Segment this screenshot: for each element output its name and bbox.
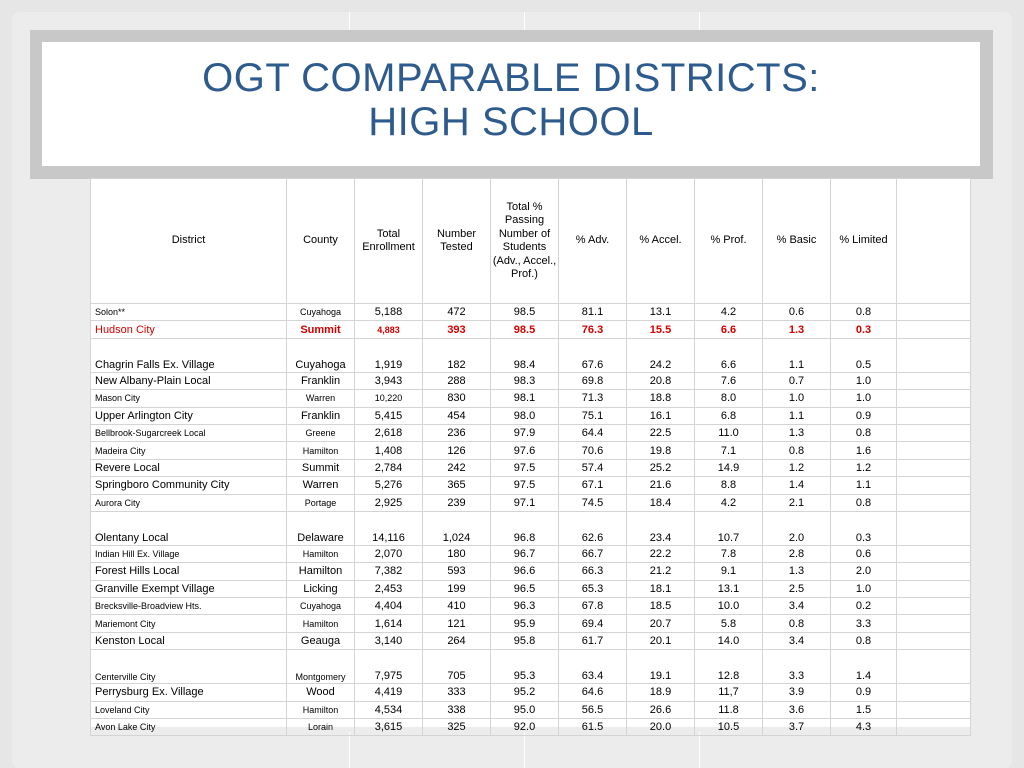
cell-total-enrollment: 3,140 <box>355 632 423 649</box>
cell-adv: 67.8 <box>559 598 627 615</box>
cell-county: Greene <box>287 424 355 441</box>
cell-prof: 8.8 <box>695 477 763 494</box>
cell-county: Licking <box>287 580 355 597</box>
cell-number-tested: 410 <box>423 598 491 615</box>
cell-empty <box>897 442 971 459</box>
cell-number-tested: 199 <box>423 580 491 597</box>
cell-basic: 1.4 <box>763 477 831 494</box>
header-total-enrollment: Total Enrollment <box>355 179 423 304</box>
cell-adv: 67.6 <box>559 338 627 372</box>
cell-accel: 18.8 <box>627 390 695 407</box>
cell-empty <box>897 563 971 580</box>
table-header-row <box>91 179 971 304</box>
cell-accel: 19.1 <box>627 650 695 684</box>
cell-number-tested: 288 <box>423 372 491 389</box>
cell-empty <box>897 615 971 632</box>
cell-accel: 15.5 <box>627 321 695 338</box>
cell-total-enrollment: 3,943 <box>355 372 423 389</box>
cell-empty <box>897 477 971 494</box>
cell-accel: 18.1 <box>627 580 695 597</box>
table-row <box>91 442 971 459</box>
cell-district: Madeira City <box>91 442 287 459</box>
table-row <box>91 580 971 597</box>
cell-limited: 4.3 <box>831 719 897 736</box>
cell-total-passing: 95.0 <box>491 701 559 718</box>
cell-empty <box>897 684 971 701</box>
cell-total-passing: 92.0 <box>491 719 559 736</box>
cell-county: Hamilton <box>287 701 355 718</box>
cell-county: Portage <box>287 494 355 511</box>
cell-total-passing: 97.5 <box>491 477 559 494</box>
cell-district: Olentany Local <box>91 511 287 545</box>
cell-county: Summit <box>287 459 355 476</box>
cell-adv: 64.4 <box>559 424 627 441</box>
cell-basic: 2.0 <box>763 511 831 545</box>
cell-limited: 1.4 <box>831 650 897 684</box>
cell-district: Centerville City <box>91 650 287 684</box>
cell-adv: 63.4 <box>559 650 627 684</box>
cell-prof: 13.1 <box>695 580 763 597</box>
cell-limited: 1.0 <box>831 372 897 389</box>
cell-total-passing: 98.3 <box>491 372 559 389</box>
cell-basic: 2.8 <box>763 545 831 562</box>
table-row <box>91 321 971 338</box>
cell-number-tested: 325 <box>423 719 491 736</box>
cell-number-tested: 830 <box>423 390 491 407</box>
table-row <box>91 494 971 511</box>
cell-accel: 21.2 <box>627 563 695 580</box>
cell-county: Cuyahoga <box>287 598 355 615</box>
cell-prof: 7.1 <box>695 442 763 459</box>
cell-district: Springboro Community City <box>91 477 287 494</box>
cell-district: Upper Arlington City <box>91 407 287 424</box>
cell-empty <box>897 545 971 562</box>
cell-total-enrollment: 3,615 <box>355 719 423 736</box>
cell-accel: 20.7 <box>627 615 695 632</box>
cell-number-tested: 236 <box>423 424 491 441</box>
cell-accel: 18.9 <box>627 684 695 701</box>
cell-total-enrollment: 4,419 <box>355 684 423 701</box>
cell-number-tested: 338 <box>423 701 491 718</box>
table-body <box>91 304 971 736</box>
cell-accel: 21.6 <box>627 477 695 494</box>
slide-divider <box>699 12 700 30</box>
cell-number-tested: 126 <box>423 442 491 459</box>
cell-accel: 22.5 <box>627 424 695 441</box>
cell-total-passing: 96.7 <box>491 545 559 562</box>
cell-number-tested: 180 <box>423 545 491 562</box>
cell-district: Aurora City <box>91 494 287 511</box>
cell-empty <box>897 598 971 615</box>
cell-total-passing: 97.1 <box>491 494 559 511</box>
cell-county: Cuyahoga <box>287 338 355 372</box>
districts-table-container <box>90 178 970 734</box>
cell-prof: 14.9 <box>695 459 763 476</box>
cell-limited: 0.3 <box>831 321 897 338</box>
cell-county: Geauga <box>287 632 355 649</box>
cell-basic: 2.5 <box>763 580 831 597</box>
cell-basic: 1.3 <box>763 321 831 338</box>
cell-basic: 1.3 <box>763 424 831 441</box>
cell-adv: 64.6 <box>559 684 627 701</box>
cell-total-passing: 96.3 <box>491 598 559 615</box>
cell-basic: 1.2 <box>763 459 831 476</box>
cell-number-tested: 242 <box>423 459 491 476</box>
cell-basic: 0.6 <box>763 304 831 321</box>
cell-total-enrollment: 1,919 <box>355 338 423 372</box>
header-basic: % Basic <box>763 179 831 304</box>
cell-basic: 0.8 <box>763 442 831 459</box>
cell-total-passing: 96.5 <box>491 580 559 597</box>
cell-adv: 66.3 <box>559 563 627 580</box>
cell-number-tested: 393 <box>423 321 491 338</box>
slide-divider <box>524 12 525 30</box>
cell-adv: 61.5 <box>559 719 627 736</box>
cell-basic: 0.7 <box>763 372 831 389</box>
page-title-line-1: OGT COMPARABLE DISTRICTS: <box>202 56 820 100</box>
cell-number-tested: 1,024 <box>423 511 491 545</box>
cell-county: Delaware <box>287 511 355 545</box>
cell-total-enrollment: 7,382 <box>355 563 423 580</box>
cell-empty <box>897 650 971 684</box>
cell-empty <box>897 390 971 407</box>
cell-empty <box>897 494 971 511</box>
cell-district: Forest Hills Local <box>91 563 287 580</box>
cell-number-tested: 182 <box>423 338 491 372</box>
cell-empty <box>897 580 971 597</box>
table-row <box>91 390 971 407</box>
cell-total-passing: 97.6 <box>491 442 559 459</box>
cell-empty <box>897 632 971 649</box>
districts-table <box>90 178 971 736</box>
cell-basic: 1.1 <box>763 338 831 372</box>
table-row <box>91 304 971 321</box>
table-row <box>91 545 971 562</box>
cell-number-tested: 333 <box>423 684 491 701</box>
table-row <box>91 632 971 649</box>
cell-total-enrollment: 5,188 <box>355 304 423 321</box>
cell-total-enrollment: 2,925 <box>355 494 423 511</box>
cell-limited: 0.8 <box>831 424 897 441</box>
header-total-passing: Total % Passing Number of Students (Adv., Accel., Prof.) <box>491 179 559 304</box>
cell-basic: 3.4 <box>763 598 831 615</box>
cell-empty <box>897 338 971 372</box>
cell-total-passing: 95.3 <box>491 650 559 684</box>
cell-prof: 10.0 <box>695 598 763 615</box>
cell-total-passing: 96.8 <box>491 511 559 545</box>
cell-county: Hamilton <box>287 615 355 632</box>
cell-district: Brecksville-Broadview Hts. <box>91 598 287 615</box>
cell-total-passing: 97.5 <box>491 459 559 476</box>
slide-divider <box>349 12 350 30</box>
cell-county: Franklin <box>287 407 355 424</box>
cell-total-passing: 95.2 <box>491 684 559 701</box>
cell-total-enrollment: 14,116 <box>355 511 423 545</box>
header-prof: % Prof. <box>695 179 763 304</box>
cell-prof: 11.0 <box>695 424 763 441</box>
cell-prof: 10.7 <box>695 511 763 545</box>
cell-basic: 3.7 <box>763 719 831 736</box>
cell-district: Mariemont City <box>91 615 287 632</box>
table-row <box>91 563 971 580</box>
cell-prof: 7.8 <box>695 545 763 562</box>
cell-limited: 0.3 <box>831 511 897 545</box>
cell-adv: 75.1 <box>559 407 627 424</box>
table-row <box>91 701 971 718</box>
cell-district: Perrysburg Ex. Village <box>91 684 287 701</box>
cell-district: Solon** <box>91 304 287 321</box>
cell-prof: 12.8 <box>695 650 763 684</box>
cell-district: Indian Hill Ex. Village <box>91 545 287 562</box>
cell-accel: 24.2 <box>627 338 695 372</box>
cell-total-enrollment: 2,618 <box>355 424 423 441</box>
cell-limited: 0.8 <box>831 494 897 511</box>
cell-prof: 8.0 <box>695 390 763 407</box>
cell-total-passing: 96.6 <box>491 563 559 580</box>
cell-total-enrollment: 4,534 <box>355 701 423 718</box>
cell-basic: 2.1 <box>763 494 831 511</box>
cell-basic: 1.3 <box>763 563 831 580</box>
cell-total-passing: 95.9 <box>491 615 559 632</box>
cell-prof: 6.8 <box>695 407 763 424</box>
cell-total-passing: 98.0 <box>491 407 559 424</box>
cell-accel: 16.1 <box>627 407 695 424</box>
cell-county: Cuyahoga <box>287 304 355 321</box>
cell-empty <box>897 407 971 424</box>
table-row <box>91 407 971 424</box>
cell-limited: 1.6 <box>831 442 897 459</box>
cell-adv: 56.5 <box>559 701 627 718</box>
cell-basic: 3.4 <box>763 632 831 649</box>
cell-total-passing: 98.5 <box>491 321 559 338</box>
cell-empty <box>897 424 971 441</box>
cell-prof: 5.8 <box>695 615 763 632</box>
cell-accel: 18.4 <box>627 494 695 511</box>
cell-limited: 1.0 <box>831 390 897 407</box>
page-title-line-2: HIGH SCHOOL <box>368 100 654 144</box>
header-number-tested: Number Tested <box>423 179 491 304</box>
cell-empty <box>897 304 971 321</box>
table-row <box>91 459 971 476</box>
cell-limited: 0.8 <box>831 632 897 649</box>
cell-total-enrollment: 2,070 <box>355 545 423 562</box>
cell-adv: 71.3 <box>559 390 627 407</box>
header-limited: % Limited <box>831 179 897 304</box>
cell-number-tested: 264 <box>423 632 491 649</box>
table-row <box>91 684 971 701</box>
cell-number-tested: 472 <box>423 304 491 321</box>
cell-accel: 18.5 <box>627 598 695 615</box>
cell-county: Wood <box>287 684 355 701</box>
cell-prof: 6.6 <box>695 321 763 338</box>
slide-divider <box>524 732 525 768</box>
cell-total-enrollment: 2,784 <box>355 459 423 476</box>
cell-district: Bellbrook-Sugarcreek Local <box>91 424 287 441</box>
cell-limited: 2.0 <box>831 563 897 580</box>
cell-total-enrollment: 4,404 <box>355 598 423 615</box>
cell-prof: 11.8 <box>695 701 763 718</box>
cell-district: Mason City <box>91 390 287 407</box>
cell-adv: 74.5 <box>559 494 627 511</box>
cell-prof: 7.6 <box>695 372 763 389</box>
cell-adv: 69.8 <box>559 372 627 389</box>
cell-basic: 3.9 <box>763 684 831 701</box>
cell-district: Kenston Local <box>91 632 287 649</box>
cell-district: Loveland City <box>91 701 287 718</box>
cell-empty <box>897 459 971 476</box>
cell-adv: 69.4 <box>559 615 627 632</box>
table-row <box>91 719 971 736</box>
cell-total-passing: 97.9 <box>491 424 559 441</box>
header-empty <box>897 179 971 304</box>
cell-accel: 25.2 <box>627 459 695 476</box>
cell-limited: 1.0 <box>831 580 897 597</box>
cell-number-tested: 454 <box>423 407 491 424</box>
slide-divider <box>699 732 700 768</box>
cell-prof: 9.1 <box>695 563 763 580</box>
cell-limited: 1.2 <box>831 459 897 476</box>
cell-total-passing: 98.4 <box>491 338 559 372</box>
cell-accel: 20.1 <box>627 632 695 649</box>
cell-district: Granville Exempt Village <box>91 580 287 597</box>
cell-basic: 1.0 <box>763 390 831 407</box>
cell-accel: 13.1 <box>627 304 695 321</box>
cell-number-tested: 121 <box>423 615 491 632</box>
cell-limited: 0.2 <box>831 598 897 615</box>
cell-adv: 67.1 <box>559 477 627 494</box>
cell-number-tested: 239 <box>423 494 491 511</box>
cell-number-tested: 365 <box>423 477 491 494</box>
cell-accel: 23.4 <box>627 511 695 545</box>
cell-basic: 3.6 <box>763 701 831 718</box>
title-box <box>42 42 980 166</box>
cell-limited: 0.9 <box>831 407 897 424</box>
cell-limited: 0.8 <box>831 304 897 321</box>
cell-district: Chagrin Falls Ex. Village <box>91 338 287 372</box>
cell-total-enrollment: 10,220 <box>355 390 423 407</box>
cell-prof: 11,7 <box>695 684 763 701</box>
cell-basic: 0.8 <box>763 615 831 632</box>
cell-prof: 4.2 <box>695 494 763 511</box>
slide-divider <box>349 732 350 768</box>
cell-prof: 14.0 <box>695 632 763 649</box>
cell-prof: 4.2 <box>695 304 763 321</box>
cell-adv: 81.1 <box>559 304 627 321</box>
cell-adv: 62.6 <box>559 511 627 545</box>
cell-adv: 61.7 <box>559 632 627 649</box>
cell-adv: 57.4 <box>559 459 627 476</box>
cell-district: Revere Local <box>91 459 287 476</box>
header-county: County <box>287 179 355 304</box>
table-row <box>91 372 971 389</box>
cell-limited: 1.1 <box>831 477 897 494</box>
header-district: District <box>91 179 287 304</box>
cell-empty <box>897 719 971 736</box>
cell-county: Warren <box>287 390 355 407</box>
cell-district: Avon Lake City <box>91 719 287 736</box>
table-row <box>91 477 971 494</box>
cell-limited: 1.5 <box>831 701 897 718</box>
cell-county: Hamilton <box>287 442 355 459</box>
cell-limited: 0.6 <box>831 545 897 562</box>
cell-county: Franklin <box>287 372 355 389</box>
cell-county: Montgomery <box>287 650 355 684</box>
cell-total-enrollment: 1,408 <box>355 442 423 459</box>
cell-total-passing: 98.1 <box>491 390 559 407</box>
cell-accel: 26.6 <box>627 701 695 718</box>
cell-county: Hamilton <box>287 545 355 562</box>
cell-prof: 10.5 <box>695 719 763 736</box>
cell-county: Warren <box>287 477 355 494</box>
cell-adv: 70.6 <box>559 442 627 459</box>
cell-district: New Albany-Plain Local <box>91 372 287 389</box>
cell-county: Lorain <box>287 719 355 736</box>
cell-total-enrollment: 2,453 <box>355 580 423 597</box>
cell-accel: 22.2 <box>627 545 695 562</box>
cell-accel: 20.8 <box>627 372 695 389</box>
cell-limited: 0.5 <box>831 338 897 372</box>
cell-empty <box>897 701 971 718</box>
cell-total-enrollment: 4,883 <box>355 321 423 338</box>
header-adv: % Adv. <box>559 179 627 304</box>
cell-limited: 3.3 <box>831 615 897 632</box>
cell-adv: 66.7 <box>559 545 627 562</box>
table-row <box>91 424 971 441</box>
cell-adv: 65.3 <box>559 580 627 597</box>
cell-total-enrollment: 5,276 <box>355 477 423 494</box>
table-row <box>91 615 971 632</box>
table-row <box>91 598 971 615</box>
cell-district: Hudson City <box>91 321 287 338</box>
table-row <box>91 338 971 372</box>
cell-number-tested: 705 <box>423 650 491 684</box>
cell-empty <box>897 321 971 338</box>
table-row <box>91 650 971 684</box>
cell-total-passing: 95.8 <box>491 632 559 649</box>
cell-county: Hamilton <box>287 563 355 580</box>
cell-total-enrollment: 5,415 <box>355 407 423 424</box>
cell-number-tested: 593 <box>423 563 491 580</box>
cell-total-enrollment: 7,975 <box>355 650 423 684</box>
table-row <box>91 511 971 545</box>
cell-basic: 1.1 <box>763 407 831 424</box>
cell-total-passing: 98.5 <box>491 304 559 321</box>
cell-total-enrollment: 1,614 <box>355 615 423 632</box>
cell-accel: 19.8 <box>627 442 695 459</box>
header-accel: % Accel. <box>627 179 695 304</box>
cell-adv: 76.3 <box>559 321 627 338</box>
cell-basic: 3.3 <box>763 650 831 684</box>
cell-prof: 6.6 <box>695 338 763 372</box>
cell-empty <box>897 372 971 389</box>
cell-limited: 0.9 <box>831 684 897 701</box>
cell-county: Summit <box>287 321 355 338</box>
cell-empty <box>897 511 971 545</box>
cell-accel: 20.0 <box>627 719 695 736</box>
